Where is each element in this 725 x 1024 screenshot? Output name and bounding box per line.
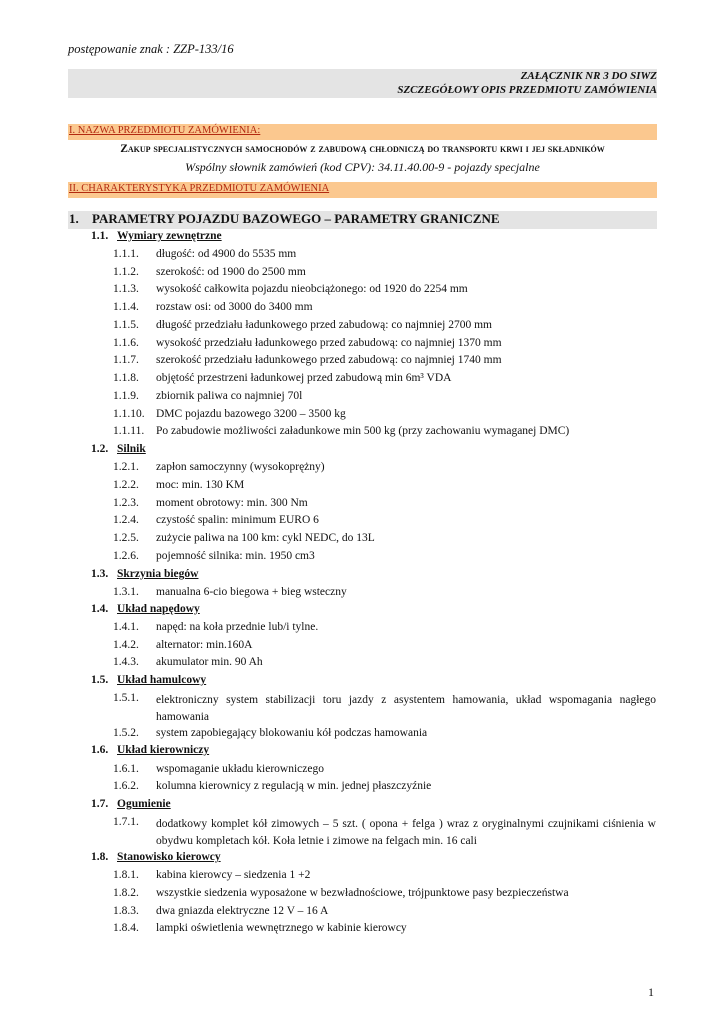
cpv-code: Wspólny słownik zamówień (kod CPV): 34.11.40.00-9 - pojazdy specjalne [185, 160, 540, 174]
page-number: 1 [648, 985, 654, 999]
annex-title: ZAŁĄCZNIK NR 3 DO SIWZ [520, 70, 657, 82]
chapter-title: PARAMETRY POJAZDU BAZOWEGO – PARAMETRY GRANICZNE [92, 211, 500, 226]
section-1-bar [68, 124, 657, 140]
chapter-number: 1. [69, 211, 79, 226]
annex-subtitle: SZCZEGÓŁOWY OPIS PRZEDMIOTU ZAMÓWIENIA [397, 84, 657, 96]
subject-title: Zakup specjalistycznych samochodów z zabudową chłodniczą do transportu krwi i jej składników [120, 143, 605, 155]
procedure-reference: postępowanie znak : ZZP-133/16 [68, 42, 234, 56]
section-1-label: I. NAZWA PRZEDMIOTU ZAMÓWIENIA: [69, 125, 261, 136]
section-2-bar [68, 182, 657, 198]
section-2-label: II. CHARAKTERYSTYKA PRZEDMIOTU ZAMÓWIENIA [69, 183, 330, 194]
